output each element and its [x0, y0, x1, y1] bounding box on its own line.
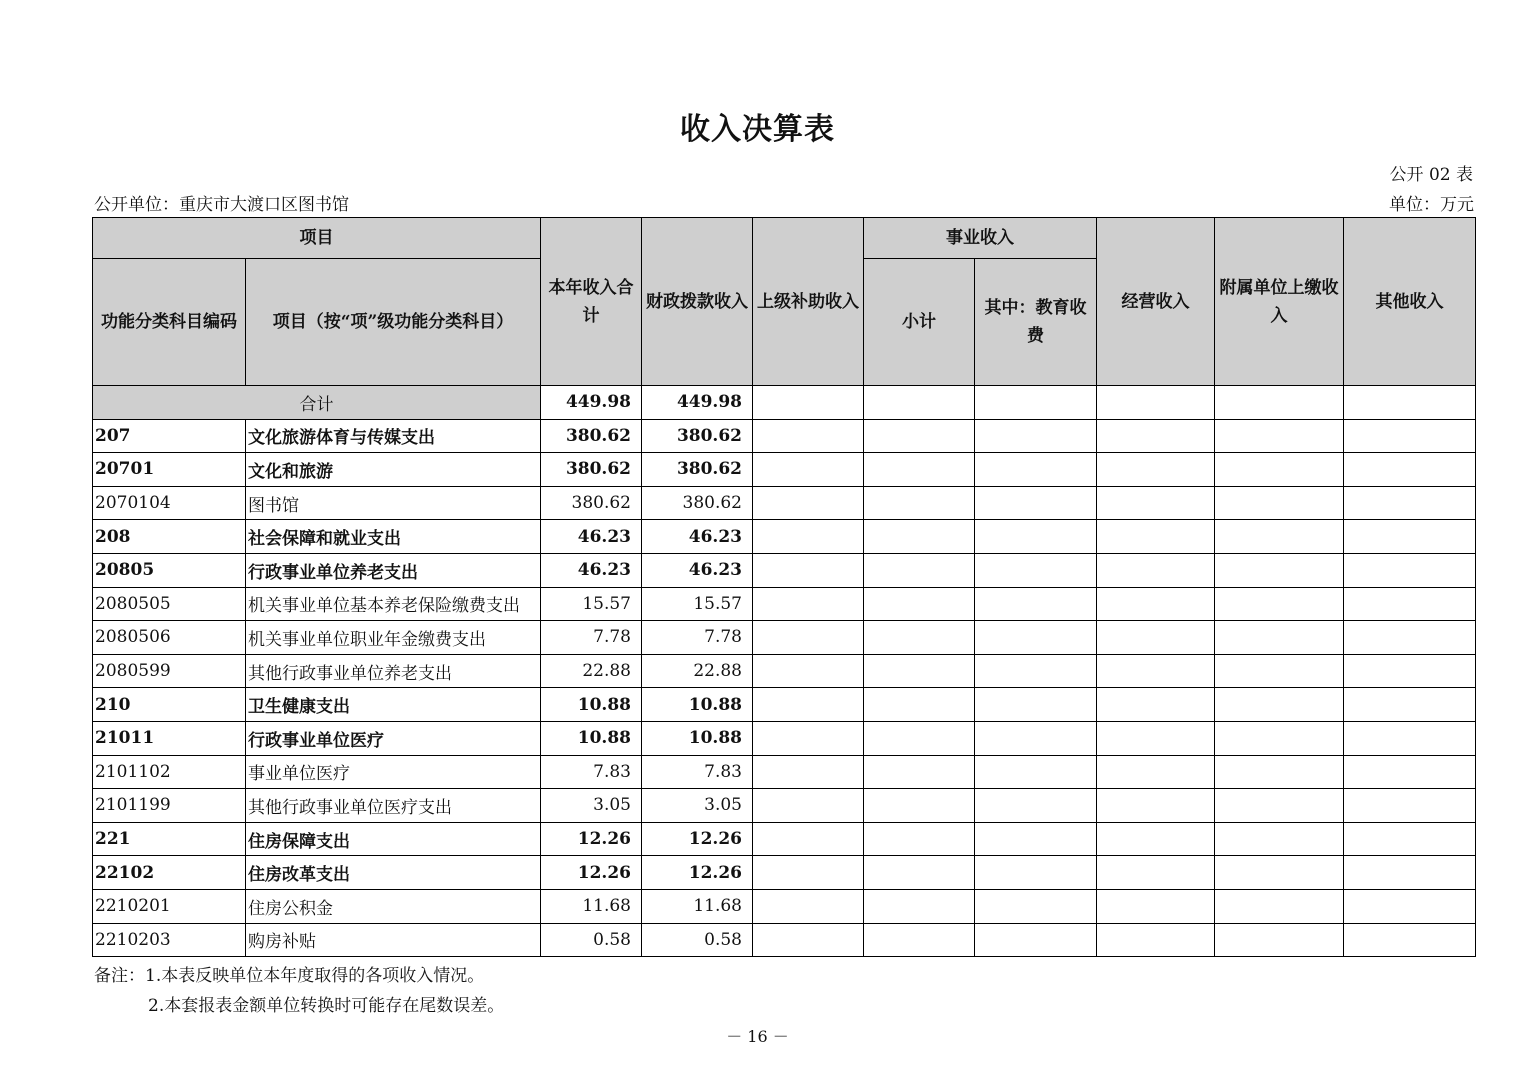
row-total: 10.88 — [541, 721, 642, 755]
table-row — [93, 923, 1476, 957]
empty-cell — [975, 453, 1097, 487]
table-row — [93, 553, 1476, 587]
empty-cell — [1097, 621, 1215, 655]
row-total: 0.58 — [541, 923, 642, 957]
empty-cell — [753, 889, 864, 923]
total-fiscal: 449.98 — [642, 386, 753, 420]
empty-cell — [1215, 553, 1344, 587]
row-fiscal: 46.23 — [642, 520, 753, 554]
row-code: 221 — [93, 822, 246, 856]
empty-cell — [1097, 721, 1215, 755]
table-row — [93, 453, 1476, 487]
empty-cell — [1215, 721, 1344, 755]
row-name: 机关事业单位基本养老保险缴费支出 — [246, 587, 541, 621]
row-fiscal: 12.26 — [642, 822, 753, 856]
empty-cell — [1344, 721, 1476, 755]
table-row — [93, 789, 1476, 823]
table-row — [93, 520, 1476, 554]
empty-cell — [1215, 755, 1344, 789]
empty-cell — [864, 923, 975, 957]
header-business: 事业收入 — [864, 218, 1097, 259]
empty-cell — [1344, 856, 1476, 890]
row-fiscal: 0.58 — [642, 923, 753, 957]
row-name: 卫生健康支出 — [246, 688, 541, 722]
row-total: 380.62 — [541, 453, 642, 487]
header-code: 功能分类科目编码 — [93, 259, 246, 386]
row-code: 2070104 — [93, 486, 246, 520]
row-fiscal: 11.68 — [642, 889, 753, 923]
empty-cell — [864, 889, 975, 923]
empty-cell — [1097, 688, 1215, 722]
row-fiscal: 380.62 — [642, 486, 753, 520]
row-fiscal: 10.88 — [642, 688, 753, 722]
row-code: 2080505 — [93, 587, 246, 621]
row-name: 行政事业单位医疗 — [246, 721, 541, 755]
empty-cell — [975, 856, 1097, 890]
table-number: 公开 02 表 — [1389, 165, 1473, 185]
row-fiscal: 22.88 — [642, 654, 753, 688]
empty-cell — [1344, 486, 1476, 520]
table-row — [93, 822, 1476, 856]
row-fiscal: 10.88 — [642, 721, 753, 755]
row-total: 15.57 — [541, 587, 642, 621]
header-item: 项目 — [93, 218, 541, 259]
total-label: 合计 — [93, 386, 541, 420]
row-code: 2080599 — [93, 654, 246, 688]
unit-line — [94, 190, 1474, 214]
empty-cell — [753, 553, 864, 587]
empty-cell — [1097, 453, 1215, 487]
empty-cell — [1344, 654, 1476, 688]
empty-cell — [1344, 419, 1476, 453]
row-name: 机关事业单位职业年金缴费支出 — [246, 621, 541, 655]
note-1: 备注：1.本表反映单位本年度取得的各项收入情况。 — [94, 966, 485, 986]
empty-cell — [1215, 587, 1344, 621]
total-income: 449.98 — [541, 386, 642, 420]
row-fiscal: 3.05 — [642, 789, 753, 823]
empty-cell — [1097, 856, 1215, 890]
empty-cell — [864, 822, 975, 856]
empty-cell — [753, 923, 864, 957]
empty-cell — [753, 822, 864, 856]
empty-cell — [753, 688, 864, 722]
empty-cell — [1344, 822, 1476, 856]
empty-cell — [1097, 654, 1215, 688]
empty-cell — [864, 486, 975, 520]
empty-cell — [1215, 453, 1344, 487]
empty-cell — [1097, 789, 1215, 823]
row-total: 12.26 — [541, 856, 642, 890]
empty-cell — [1215, 419, 1344, 453]
empty-cell — [1344, 923, 1476, 957]
empty-cell — [1215, 621, 1344, 655]
row-code: 210 — [93, 688, 246, 722]
table-row — [93, 755, 1476, 789]
empty-cell — [864, 755, 975, 789]
row-code: 20805 — [93, 553, 246, 587]
empty-cell — [1215, 856, 1344, 890]
row-total: 380.62 — [541, 486, 642, 520]
empty-cell — [975, 789, 1097, 823]
currency-unit: 单位：万元 — [1389, 195, 1474, 215]
empty-cell — [864, 453, 975, 487]
empty-cell — [753, 419, 864, 453]
empty-cell — [864, 654, 975, 688]
row-total: 3.05 — [541, 789, 642, 823]
row-total: 12.26 — [541, 822, 642, 856]
empty-cell — [753, 654, 864, 688]
empty-cell — [1097, 822, 1215, 856]
row-total: 46.23 — [541, 520, 642, 554]
header-subtotal: 小计 — [864, 259, 975, 386]
row-fiscal: 15.57 — [642, 587, 753, 621]
row-total: 46.23 — [541, 553, 642, 587]
empty-cell — [1215, 688, 1344, 722]
table-row — [93, 654, 1476, 688]
row-code: 2101102 — [93, 755, 246, 789]
row-name: 事业单位医疗 — [246, 755, 541, 789]
empty-cell — [753, 721, 864, 755]
empty-cell — [975, 822, 1097, 856]
empty-cell — [1097, 419, 1215, 453]
reporting-organization: 公开单位：重庆市大渡口区图书馆 — [94, 195, 349, 215]
row-code: 208 — [93, 520, 246, 554]
empty-cell — [1097, 587, 1215, 621]
empty-cell — [975, 688, 1097, 722]
empty-cell — [1344, 520, 1476, 554]
table-row — [93, 721, 1476, 755]
empty-cell — [1215, 520, 1344, 554]
empty-cell — [753, 453, 864, 487]
empty-cell — [753, 520, 864, 554]
empty-cell — [1215, 822, 1344, 856]
empty-cell — [753, 789, 864, 823]
empty-cell — [864, 688, 975, 722]
row-name: 行政事业单位养老支出 — [246, 553, 541, 587]
empty-cell — [753, 856, 864, 890]
empty-cell — [864, 721, 975, 755]
row-code: 22102 — [93, 856, 246, 890]
total-row — [93, 386, 1476, 420]
table-row — [93, 486, 1476, 520]
table-row — [93, 621, 1476, 655]
empty-cell — [864, 419, 975, 453]
row-name: 购房补贴 — [246, 923, 541, 957]
income-table — [92, 217, 1476, 957]
empty-cell — [1097, 755, 1215, 789]
row-name: 其他行政事业单位养老支出 — [246, 654, 541, 688]
empty-cell — [1097, 520, 1215, 554]
empty-cell — [975, 520, 1097, 554]
table-row — [93, 688, 1476, 722]
row-total: 22.88 — [541, 654, 642, 688]
row-total: 7.83 — [541, 755, 642, 789]
page-number: － 16 － — [726, 1027, 789, 1046]
header-operating: 经营收入 — [1097, 218, 1215, 386]
table-row — [93, 587, 1476, 621]
empty-cell — [753, 486, 864, 520]
row-name: 文化和旅游 — [246, 453, 541, 487]
row-total: 10.88 — [541, 688, 642, 722]
empty-cell — [975, 621, 1097, 655]
empty-cell — [1344, 789, 1476, 823]
table-row — [93, 856, 1476, 890]
row-total: 7.78 — [541, 621, 642, 655]
empty-cell — [975, 755, 1097, 789]
empty-cell — [864, 856, 975, 890]
row-total: 380.62 — [541, 419, 642, 453]
row-fiscal: 380.62 — [642, 419, 753, 453]
row-name: 其他行政事业单位医疗支出 — [246, 789, 541, 823]
empty-cell — [1344, 688, 1476, 722]
header-fiscal: 财政拨款收入 — [642, 218, 753, 386]
empty-cell — [864, 587, 975, 621]
empty-cell — [1215, 789, 1344, 823]
header-other: 其他收入 — [1344, 218, 1476, 386]
row-fiscal: 7.83 — [642, 755, 753, 789]
empty-cell — [864, 553, 975, 587]
note-2: 2.本套报表金额单位转换时可能存在尾数误差。 — [148, 996, 505, 1016]
empty-cell — [975, 553, 1097, 587]
empty-cell — [1215, 654, 1344, 688]
row-code: 2101199 — [93, 789, 246, 823]
empty-cell — [975, 889, 1097, 923]
page-title: 收入决算表 — [680, 112, 835, 147]
empty-cell — [1097, 486, 1215, 520]
empty-cell — [1097, 923, 1215, 957]
empty-cell — [1215, 889, 1344, 923]
row-name: 住房保障支出 — [246, 822, 541, 856]
empty-cell — [975, 654, 1097, 688]
row-code: 2210203 — [93, 923, 246, 957]
empty-cell — [864, 520, 975, 554]
empty-cell — [1097, 889, 1215, 923]
row-name: 文化旅游体育与传媒支出 — [246, 419, 541, 453]
empty-cell — [753, 587, 864, 621]
empty-cell — [753, 755, 864, 789]
row-name: 图书馆 — [246, 486, 541, 520]
header-name: 项目（按“项”级功能分类科目） — [246, 259, 541, 386]
empty-cell — [1097, 553, 1215, 587]
empty-cell — [1344, 587, 1476, 621]
empty-cell — [1344, 621, 1476, 655]
empty-cell — [864, 789, 975, 823]
empty-cell — [975, 923, 1097, 957]
table-row — [93, 889, 1476, 923]
row-fiscal: 7.78 — [642, 621, 753, 655]
row-fiscal: 46.23 — [642, 553, 753, 587]
row-code: 2080506 — [93, 621, 246, 655]
row-code: 20701 — [93, 453, 246, 487]
empty-cell — [1215, 486, 1344, 520]
empty-cell — [1344, 553, 1476, 587]
empty-cell — [1344, 453, 1476, 487]
header-total: 本年收入合计 — [541, 218, 642, 386]
empty-cell — [864, 621, 975, 655]
row-name: 住房改革支出 — [246, 856, 541, 890]
empty-cell — [975, 419, 1097, 453]
empty-cell — [975, 721, 1097, 755]
header-superior: 上级补助收入 — [753, 218, 864, 386]
row-name: 社会保障和就业支出 — [246, 520, 541, 554]
empty-cell — [1215, 923, 1344, 957]
row-fiscal: 380.62 — [642, 453, 753, 487]
empty-cell — [753, 621, 864, 655]
empty-cell — [975, 486, 1097, 520]
row-fiscal: 12.26 — [642, 856, 753, 890]
row-code: 21011 — [93, 721, 246, 755]
empty-cell — [1344, 755, 1476, 789]
empty-cell — [975, 587, 1097, 621]
notes — [94, 961, 504, 1021]
header-edu: 其中：教育收费 — [975, 259, 1097, 386]
table-row — [93, 419, 1476, 453]
header-affiliate: 附属单位上缴收入 — [1215, 218, 1344, 386]
row-code: 2210201 — [93, 889, 246, 923]
row-code: 207 — [93, 419, 246, 453]
empty-cell — [1344, 889, 1476, 923]
row-total: 11.68 — [541, 889, 642, 923]
row-name: 住房公积金 — [246, 889, 541, 923]
